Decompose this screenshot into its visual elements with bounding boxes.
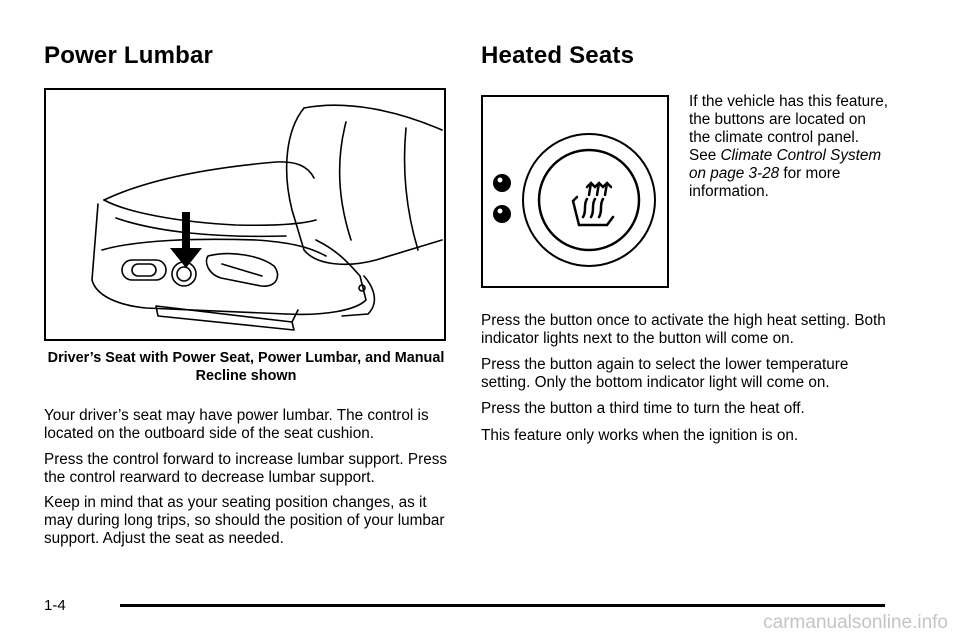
heated-seat-button-drawing: [483, 97, 667, 286]
paragraph-lumbar-adjust: Keep in mind that as your seating position changes, as it may during long trips, so should the position of your lumbar support. Adjust the seat as needed.: [44, 494, 445, 547]
page-number: 1-4: [44, 597, 66, 614]
intro-text: If the vehicle has this feature, the buttons are located on the climate control panel. See: [689, 93, 888, 164]
paragraph-heat-off: Press the button a third time to turn the heat off.: [481, 400, 805, 417]
paragraph-ignition-note: This feature only works when the ignition is on.: [481, 427, 799, 444]
climate-control-reference: Climate Control System on page 3-28: [689, 147, 882, 182]
section-heading-heated-seats: Heated Seats: [481, 42, 635, 69]
paragraph-lumbar-operation: Press the control forward to increase lumbar support. Press the control rearward to decrease lumbar support.: [44, 451, 447, 486]
paragraph-high-heat: Press the button once to activate the high heat setting. Both indicator lights next to the button will come on.: [481, 312, 886, 347]
watermark: carmanualsonline.info: [763, 612, 948, 633]
seat-illustration: [44, 88, 446, 341]
section-heading-power-lumbar: Power Lumbar: [44, 42, 214, 69]
paragraph-low-heat: Press the button again to select the lower temperature setting. Only the bottom indicator light will come on.: [481, 356, 849, 391]
indicator-light-low-icon: [493, 205, 511, 223]
paragraph-lumbar-location: Your driver’s seat may have power lumbar. The control is located on the outboard side of the seat cushion.: [44, 407, 429, 442]
power-seat-drawing: [46, 90, 444, 339]
paragraph-heated-seats-intro: [689, 93, 889, 201]
heated-seat-icon: [573, 183, 613, 225]
footer-rule: [120, 604, 885, 607]
figure-caption: Driver’s Seat with Power Seat, Power Lumbar, and Manual Recline shown: [47, 350, 445, 384]
indicator-light-high-icon: [493, 174, 511, 192]
heated-seat-button-illustration: [481, 95, 669, 288]
intro-text-end: for more information.: [689, 165, 841, 200]
